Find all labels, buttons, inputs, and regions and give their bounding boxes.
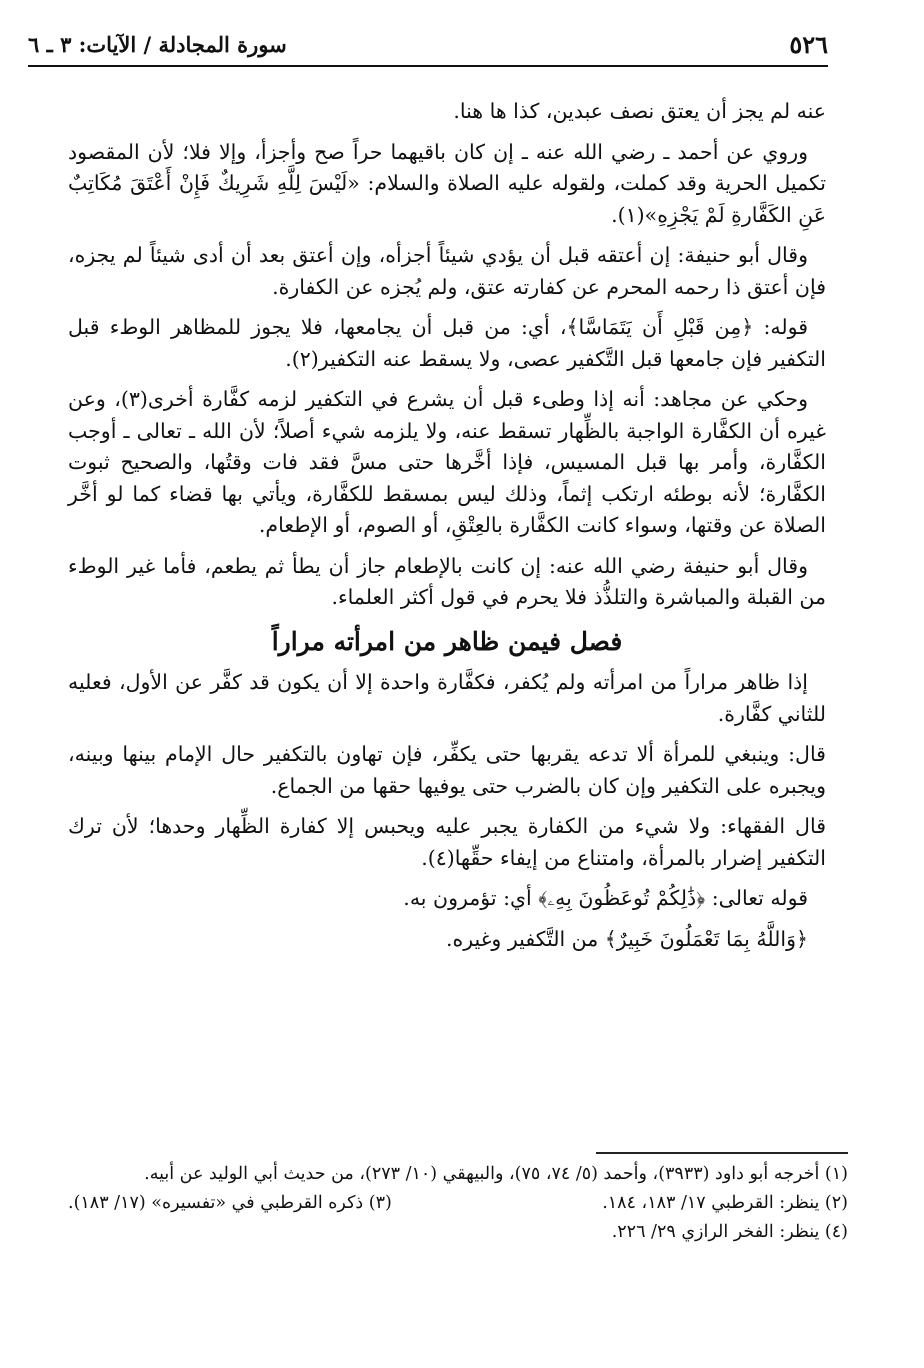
footnote-2: (٢) ينظر: القرطبي ١٧/ ١٨٣، ١٨٤. bbox=[602, 1193, 848, 1213]
page-number: ٥٢٦ bbox=[789, 30, 828, 59]
footnote-row bbox=[68, 1189, 848, 1218]
paragraph: وقال أبو حنيفة رضي الله عنه: إن كانت بالإطعام جاز أن يطأ ثم يطعم، فأما غير الوطء من القبلة والمباشرة والتلذُّذ فلا يحرم في قول أكثر العلماء. bbox=[68, 553, 826, 609]
main-text bbox=[68, 96, 826, 964]
paragraph: وقال أبو حنيفة: إن أعتقه قبل أن يؤدي شيئاً أجزأه، وإن أعتق بعد أن أدى شيئاً لم يجزه، فإن أعتق ذا رحمه المحرم عن كفارته عتق، ولم يُجزه عن الكفارة. bbox=[68, 243, 826, 299]
running-title: سورة المجادلة / الآيات: ٣ ـ ٦ bbox=[28, 32, 287, 57]
paragraph: قوله تعالى: ﴿ذَٰلِكُمْ تُوعَظُونَ بِهِۦ﴾ أي: تؤمرون به. bbox=[403, 886, 808, 910]
paragraph: وروي عن أحمد ـ رضي الله عنه ـ إن كان باقيهما حراً صح وأجزأ، وإلا فلا؛ لأن المقصود تكميل الحرية وقد كملت، ولقوله عليه الصلاة والسلام: «لَيْسَ لِلَّهِ شَرِيكٌ فَإِنْ أَعْتَقَ مُكَاتِبٌ عَنِ الكَفَّارةِ لَمْ يَجْزِهِ»(١). bbox=[68, 139, 826, 227]
paragraph: عنه لم يجز أن يعتق نصف عبدين، كذا ها هنا. bbox=[453, 99, 826, 123]
footnote-4: (٤) ينظر: الفخر الرازي ٢٩/ ٢٢٦. bbox=[611, 1222, 848, 1242]
section-heading: فصل فيمن ظاهر من امرأته مراراً bbox=[271, 626, 623, 656]
footnote-3: (٣) ذكره القرطبي في «تفسيره» (١٧/ ١٨٣). bbox=[68, 1193, 392, 1213]
header-divider bbox=[28, 65, 828, 67]
paragraph: قوله: ﴿مِن قَبْلِ أَن يَتَمَاسَّا﴾، أي: من قبل أن يجامعها، فلا يجوز للمظاهر الوطء قبل التكفير فإن جامعها قبل التَّكفير عصى، ولا يسقط عنه التكفير(٢). bbox=[68, 315, 826, 371]
footnote-1: (١) أخرجه أبو داود (٣٩٣٣)، وأحمد (٥/ ٧٤، ٧٥)، والبيهقي (١٠/ ٢٧٣)، من حديث أبي الوليد عن أبيه. bbox=[144, 1164, 848, 1184]
footnote-divider bbox=[596, 1152, 848, 1154]
paragraph: ﴿وَاللَّهُ بِمَا تَعْمَلُونَ خَبِيرٌ﴾ من التَّكفير وغيره. bbox=[445, 926, 808, 951]
footnotes bbox=[68, 1160, 848, 1247]
paragraph: إذا ظاهر مراراً من امرأته ولم يُكفر، فكفَّارة واحدة إلا أن يكون قد كفَّر عن الأول، فعليه للثاني كفَّارة. bbox=[68, 670, 826, 726]
paragraph: وحكي عن مجاهد: أنه إذا وطىء قبل أن يشرع في التكفير لزمه كفَّارة أخرى(٣)، وعن غيره أن الكفَّارة الواجبة بالظِّهار تسقط عنه، ولا يلزمه شيء أصلاً؛ لأن الله ـ تعالى ـ أوجب الكفَّارة، وأمر بها قبل المسيس، فإذا أخَّرها حتى مسَّ فقد فات وقتُها، والصحيح ثبوت الكفَّارة؛ لأنه بوطئه ارتكب إثماً، وذلك ليس بمسقط للكفَّارة، ويأتي بها قضاء كما لو أخَّر الصلاة عن وقتها، وسواء كانت الكفَّارة بالعِتْقِ، أو الصوم، أو الإطعام. bbox=[68, 387, 826, 537]
paragraph: قال: وينبغي للمرأة ألا تدعه يقربها حتى يكفِّر، فإن تهاون بالتكفير حال الإمام بينها وبينه، ويجبره على التكفير وإن كان بالضرب حتى يوفيها حقها من الجماع. bbox=[68, 742, 826, 798]
page-header bbox=[28, 30, 828, 62]
paragraph: قال الفقهاء: ولا شيء من الكفارة يجبر عليه ويحبس إلا كفارة الظِّهار وحدها؛ لأن ترك التكفير إضرار بالمرأة، وامتناع من إيفاء حقِّها(٤). bbox=[68, 814, 826, 870]
